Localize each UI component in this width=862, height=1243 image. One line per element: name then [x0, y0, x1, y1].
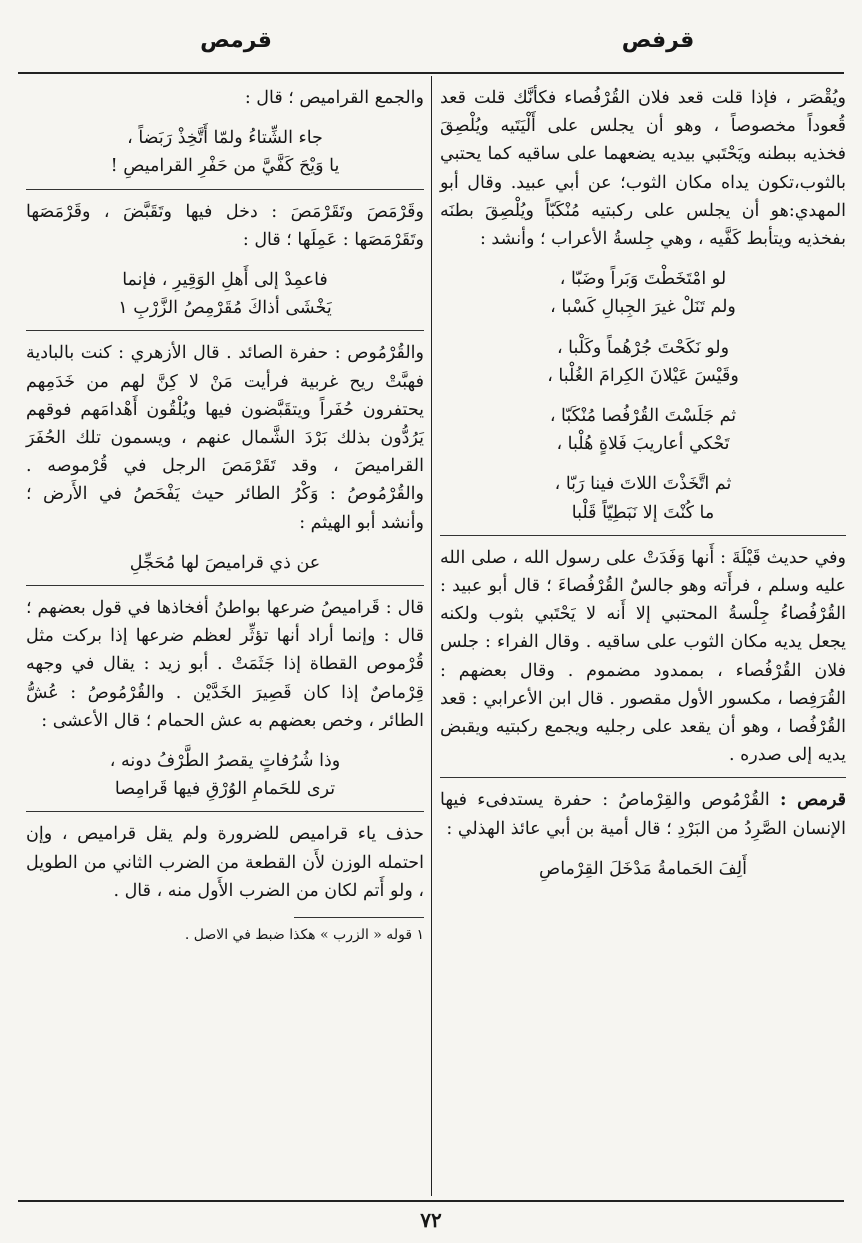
left-paragraph-2: وقَرْمَصَ وتَقَرْمَصَ : دخل فيها وتَقَبَّضَ ، وقَرْمَصَها وتَقَرْمَصَها : عَمِلَها ؛ قال : [26, 201, 424, 250]
footnote: ١ قوله « الزرب » هكذا ضبط في الاصل . [184, 927, 424, 944]
entry-qrms [440, 786, 846, 842]
right-paragraph-1: ويُقْصَر ، فإذا قلت قعد فلان القُرْفُصاء فكأنَّك قلت قعد قُعوداً مخصوصاً ، وهو أن يجلس على أَلْيَتَيه ويُلْصِقَ فخذيه ببطنه ويَحْتَبي بيديه يضعهما على ساقيه كما يحتبي بالثوب،تكون يداه مكان الثوب؛ عن أبي عبيد. وقال أبو المهدي:هو أن يجلس على ركبتيه مُنْكَبّاً ويُلْصِقَ بطنَه بفخذيه ويتأبط كَفَّيه ، وهي جِلسةُ الأعراب ؛ وأنشد : [440, 88, 846, 250]
verse-line: وقَيْسَ عَيْلانَ الكِرامَ الغُلْبا ، [547, 365, 739, 386]
verse-line: ترى للحَمامِ الوُرْقِ فيها قَرامِصا [114, 779, 336, 800]
left-paragraph-3: والقُرْمُوص : حفرة الصائد . قال الأزهري : كنت بالبادية فهبَّتْ ريح غربية فرأيت مَنْ لا كِنَّ لهم من خَدَمِهم يحتفرون حُفَراً ويتقَبَّضون فيها ويُلْقُون أَهْدامَهم فوقهم يَرُدُّون بذلك بَرْدَ الشَّمال عنهم ، ويسمون تلك الحُفَرَ القراميصَ ، وقد تَقَرْمَصَ الرجل في قُرْموصه . والقُرْمُوصُ : وَكْرُ الطائر حيث يَفْحَصُ في الأَرض ؛ وأنشد أبو الهيثم : [26, 343, 424, 533]
section-rule [26, 330, 424, 331]
verse-line: ولم تَنَلْ غيرَ الجِبالِ كَسْبا ، [550, 297, 736, 318]
verse-line: جاء الشِّتاءُ ولمّا أَتَّخِذْ رَبَضاً ، [127, 128, 323, 149]
left-paragraph-1: والجمع القراميص ؛ قال : [244, 88, 424, 108]
section-rule [440, 535, 846, 536]
verse-line: تَحْكي أعاريبَ فَلاةٍ هُلْبا ، [556, 434, 730, 455]
section-rule [26, 811, 424, 812]
verse-line: ولو نَكَحْتَ جُرْهُماً وكَلْبا ، [556, 337, 730, 358]
left-paragraph-5: حذف ياء قراميص للضرورة ولم يقل قراميص ، وإن احتمله الوزن لأَن القطعة من الضرب الثاني من الطويل ، ولو أَتم لكان من الضرب الأَول منه ، قال . [26, 824, 424, 901]
verse-line: ما كُنْتَ إلا نَبَطِيّاً قَلْبا [571, 502, 715, 523]
entry-headword: قرمص : [779, 790, 846, 811]
bottom-rule [18, 1200, 844, 1202]
left-running-head: قرمص [200, 28, 272, 53]
page-number: ٧٢ [420, 1208, 442, 1232]
verse-line: عن ذي قراميصَ لها مُحَجِّلِ [129, 552, 321, 573]
verse-line: يَخْشَى أذاكَ مُقَرْمِصُ الزَّرْبِ ١ [118, 298, 332, 319]
verse-line: فاعمِدْ إلى أَهلِ الوَقِيرِ ، فإنما [122, 270, 328, 291]
verse-line: يا وَيْحَ كَفَّيَّ من حَفْرِ القراميصِ ! [110, 156, 340, 177]
section-rule [26, 585, 424, 586]
verse-line: ثم جَلَسْتَ القُرْفُصا مُنْكَبّا ، [549, 406, 737, 427]
right-running-head: قرفص [621, 28, 695, 53]
right-paragraph-3: القُرْمُوص والقِرْماصُ : حفرة يستدفىء فيها الإنسان الصَّرِدُ من البَرْدِ ؛ قال أمية بن أبي عائذ الهذلي : [440, 790, 846, 839]
left-column [26, 84, 424, 946]
verse-line: ثم اتَّخَذْتَ اللاتَ فينا رَبّا ، [554, 474, 732, 495]
section-rule [26, 189, 424, 190]
verse-line: وذا شُرُفاتٍ يقصرُ الطَّرْفُ دونه ، [109, 751, 341, 772]
left-paragraph-4: قال : قَراميصُ ضرعها بواطنُ أفخاذها في قول بعضهم ؛ قال : وإنما أراد أنها تؤثِّر لعظم ضرعها إذا بركت مثل قُرْموص القطاة إذا جَثَمَتْ . أبو زيد : يقال في وجهه قِرْماصٌ إذا كان قَصِيرَ الخَدَّيْن . والقُرْمُوصُ : عُشُّ الطائر ، وخص بعضهم به عش الحمام ؛ قال الأعشى : [26, 598, 424, 731]
right-paragraph-2: وفي حديث قَيْلَةَ : أَنها وَفَدَتْ على رسول الله ، صلى الله عليه وسلم ، فرأَته وهو جالسٌ القُرْفُصاءَ ؛ قال أبو عبيد : القُرْفُصاءُ جِلْسةُ المحتبي إلا أَنه لا يَحْتَبي بثوب ولكنه يجعل يديه مكان الثوب على ساقيه . وقال الفراء : جلس فلان القُرْفُصاء ، بممدود مضموم . وقال بعضهم : القُرَفِصا ، مكسور الأول مقصور . قال ابن الأعرابي : قعد القُرْفُصا ، وهو أن يقعد على رجليه ويجمع ركبتيه ويقبض يديه إلى صدره . [440, 547, 846, 766]
top-rule [18, 72, 844, 74]
footnote-rule [294, 917, 424, 918]
verse-line: لو امْتَخَطْتَ وَبَراً وضَبّا ، [559, 269, 727, 290]
column-divider [431, 76, 432, 1196]
verse-line: أَلِفَ الحَمامةُ مَدْخَلَ القِرْماصِ [539, 858, 747, 879]
right-column [440, 84, 846, 883]
entry-rule [440, 777, 846, 778]
